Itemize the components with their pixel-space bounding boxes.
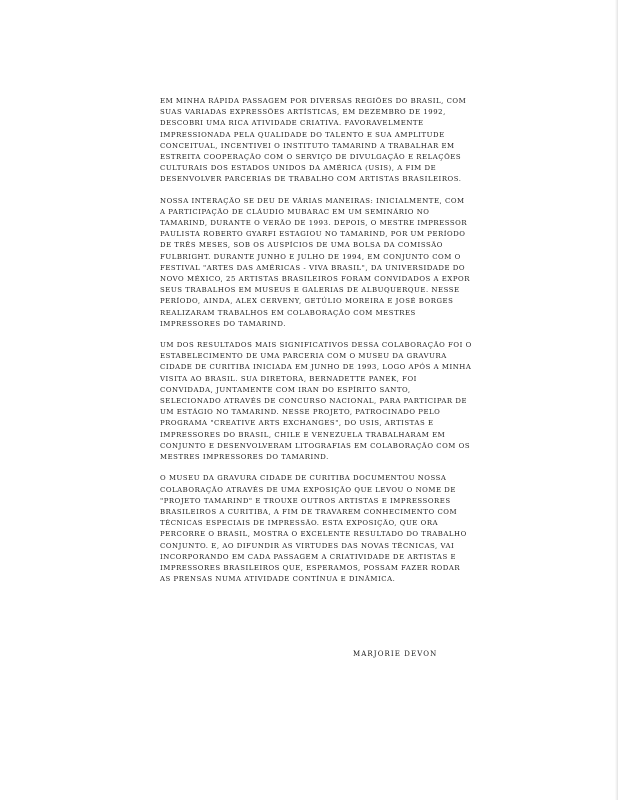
body-text <box>160 96 472 595</box>
author-signature: MARJORIE DEVON <box>353 650 438 658</box>
paragraph-2: NOSSA INTERAÇÃO SE DEU DE VÁRIAS MANEIRAS: INICIALMENTE, COM A PARTICIPAÇÃO DE CLÁUDIO MUBARAC EM UM SEMINÁRIO NO TAMARIND, DURANTE O VERÃO DE 1993. DEPOIS, O MESTRE IMPRESSOR PAULISTA ROBERTO GYARFI ESTAGIOU NO TAMARIND, POR UM PERÍODO DE TRÊS MESES, SOB OS AUSPÍCIOS DE UMA BOLSA DA COMISSÃO FULBRIGHT. DURANTE JUNHO E JULHO DE 1994, EM CONJUNTO COM O FESTIVAL "ARTES DAS AMÉRICAS - VIVA BRASIL", DA UNIVERSIDADE DO NOVO MÉXICO, 25 ARTISTAS BRASILEIROS FORAM CONVIDADOS A EXPOR SEUS TRABALHOS EM MUSEUS E GALERIAS DE ALBUQUERQUE. NESSE PERÍODO, AINDA, ALEX CERVENY, GETÚLIO MOREIRA E JOSÉ BORGES REALIZARAM TRABALHOS EM COLABORAÇÃO COM MESTRES IMPRESSORES DO TAMARIND. <box>160 196 470 328</box>
paragraph-1: EM MINHA RÁPIDA PASSAGEM POR DIVERSAS REGIÕES DO BRASIL, COM SUAS VARIADAS EXPRESSÕES ARTÍSTICAS, EM DEZEMBRO DE 1992, DESCOBRI UMA RICA ATIVIDADE CRIATIVA. FAVORAVELMENTE IMPRESSIONADA PELA QUALIDADE DO TALENTO E SUA AMPLITUDE CONCEITUAL, INCENTIVEI O INSTITUTO TAMARIND A TRABALHAR EM ESTREITA COOPERAÇÃO COM O SERVIÇO DE DIVULGAÇÃO E RELAÇÕES CULTURAIS DOS ESTADOS UNIDOS DA AMÉRICA (USIS), A FIM DE DESENVOLVER PARCERIAS DE TRABALHO COM ARTISTAS BRASILEIROS. <box>160 97 467 184</box>
paragraph-4: O MUSEU DA GRAVURA CIDADE DE CURITIBA DOCUMENTOU NOSSA COLABORAÇÃO ATRAVÉS DE UMA EXPOSIÇÃO QUE LEVOU O NOME DE "PROJETO TAMARIND" E TROUXE OUTROS ARTISTAS E IMPRESSORES BRASILEIROS A CURITIBA, A FIM DE TRAVAREM CONHECIMENTO COM TÉCNICAS ESPECIAIS DE IMPRESSÃO. ESTA EXPOSIÇÃO, QUE ORA PERCORRE O BRASIL, MOSTRA O EXCELENTE RESULTADO DO TRABALHO CONJUNTO. E, AO DIFUNDIR AS VIRTUDES DAS NOVAS TÉCNICAS, VAI INCORPORANDO EM CADA PASSAGEM A CRIATIVIDADE DE ARTISTAS E IMPRESSORES BRASILEIROS QUE, ESPERAMOS, POSSAM FAZER RODAR AS PRENSAS NUMA ATIVIDADE CONTÍNUA E DINÂMICA. <box>160 474 467 584</box>
paragraph-3: UM DOS RESULTADOS MAIS SIGNIFICATIVOS DESSA COLABORAÇÃO FOI O ESTABELECIMENTO DE UMA PARCERIA COM O MUSEU DA GRAVURA CIDADE DE CURITIBA INICIADA EM JUNHO DE 1993, LOGO APÓS A MINHA VISITA AO BRASIL. SUA DIRETORA, BERNADETTE PANEK, FOI CONVIDADA, JUNTAMENTE COM IRAN DO ESPÍRITO SANTO, SELECIONADO ATRAVÉS DE CONCURSO NACIONAL, PARA PARTICIPAR DE UM ESTÁGIO NO TAMARIND. NESSE PROJETO, PATROCINADO PELO PROGRAMA "CREATIVE ARTS EXCHANGES", DO USIS, ARTISTAS E IMPRESSORES DO BRASIL, CHILE E VENEZUELA TRABALHARAM EM CONJUNTO E DESENVOLVERAM LITOGRAFIAS EM COLABORAÇÃO COM OS MESTRES IMPRESSORES DO TAMARIND. <box>160 341 472 462</box>
